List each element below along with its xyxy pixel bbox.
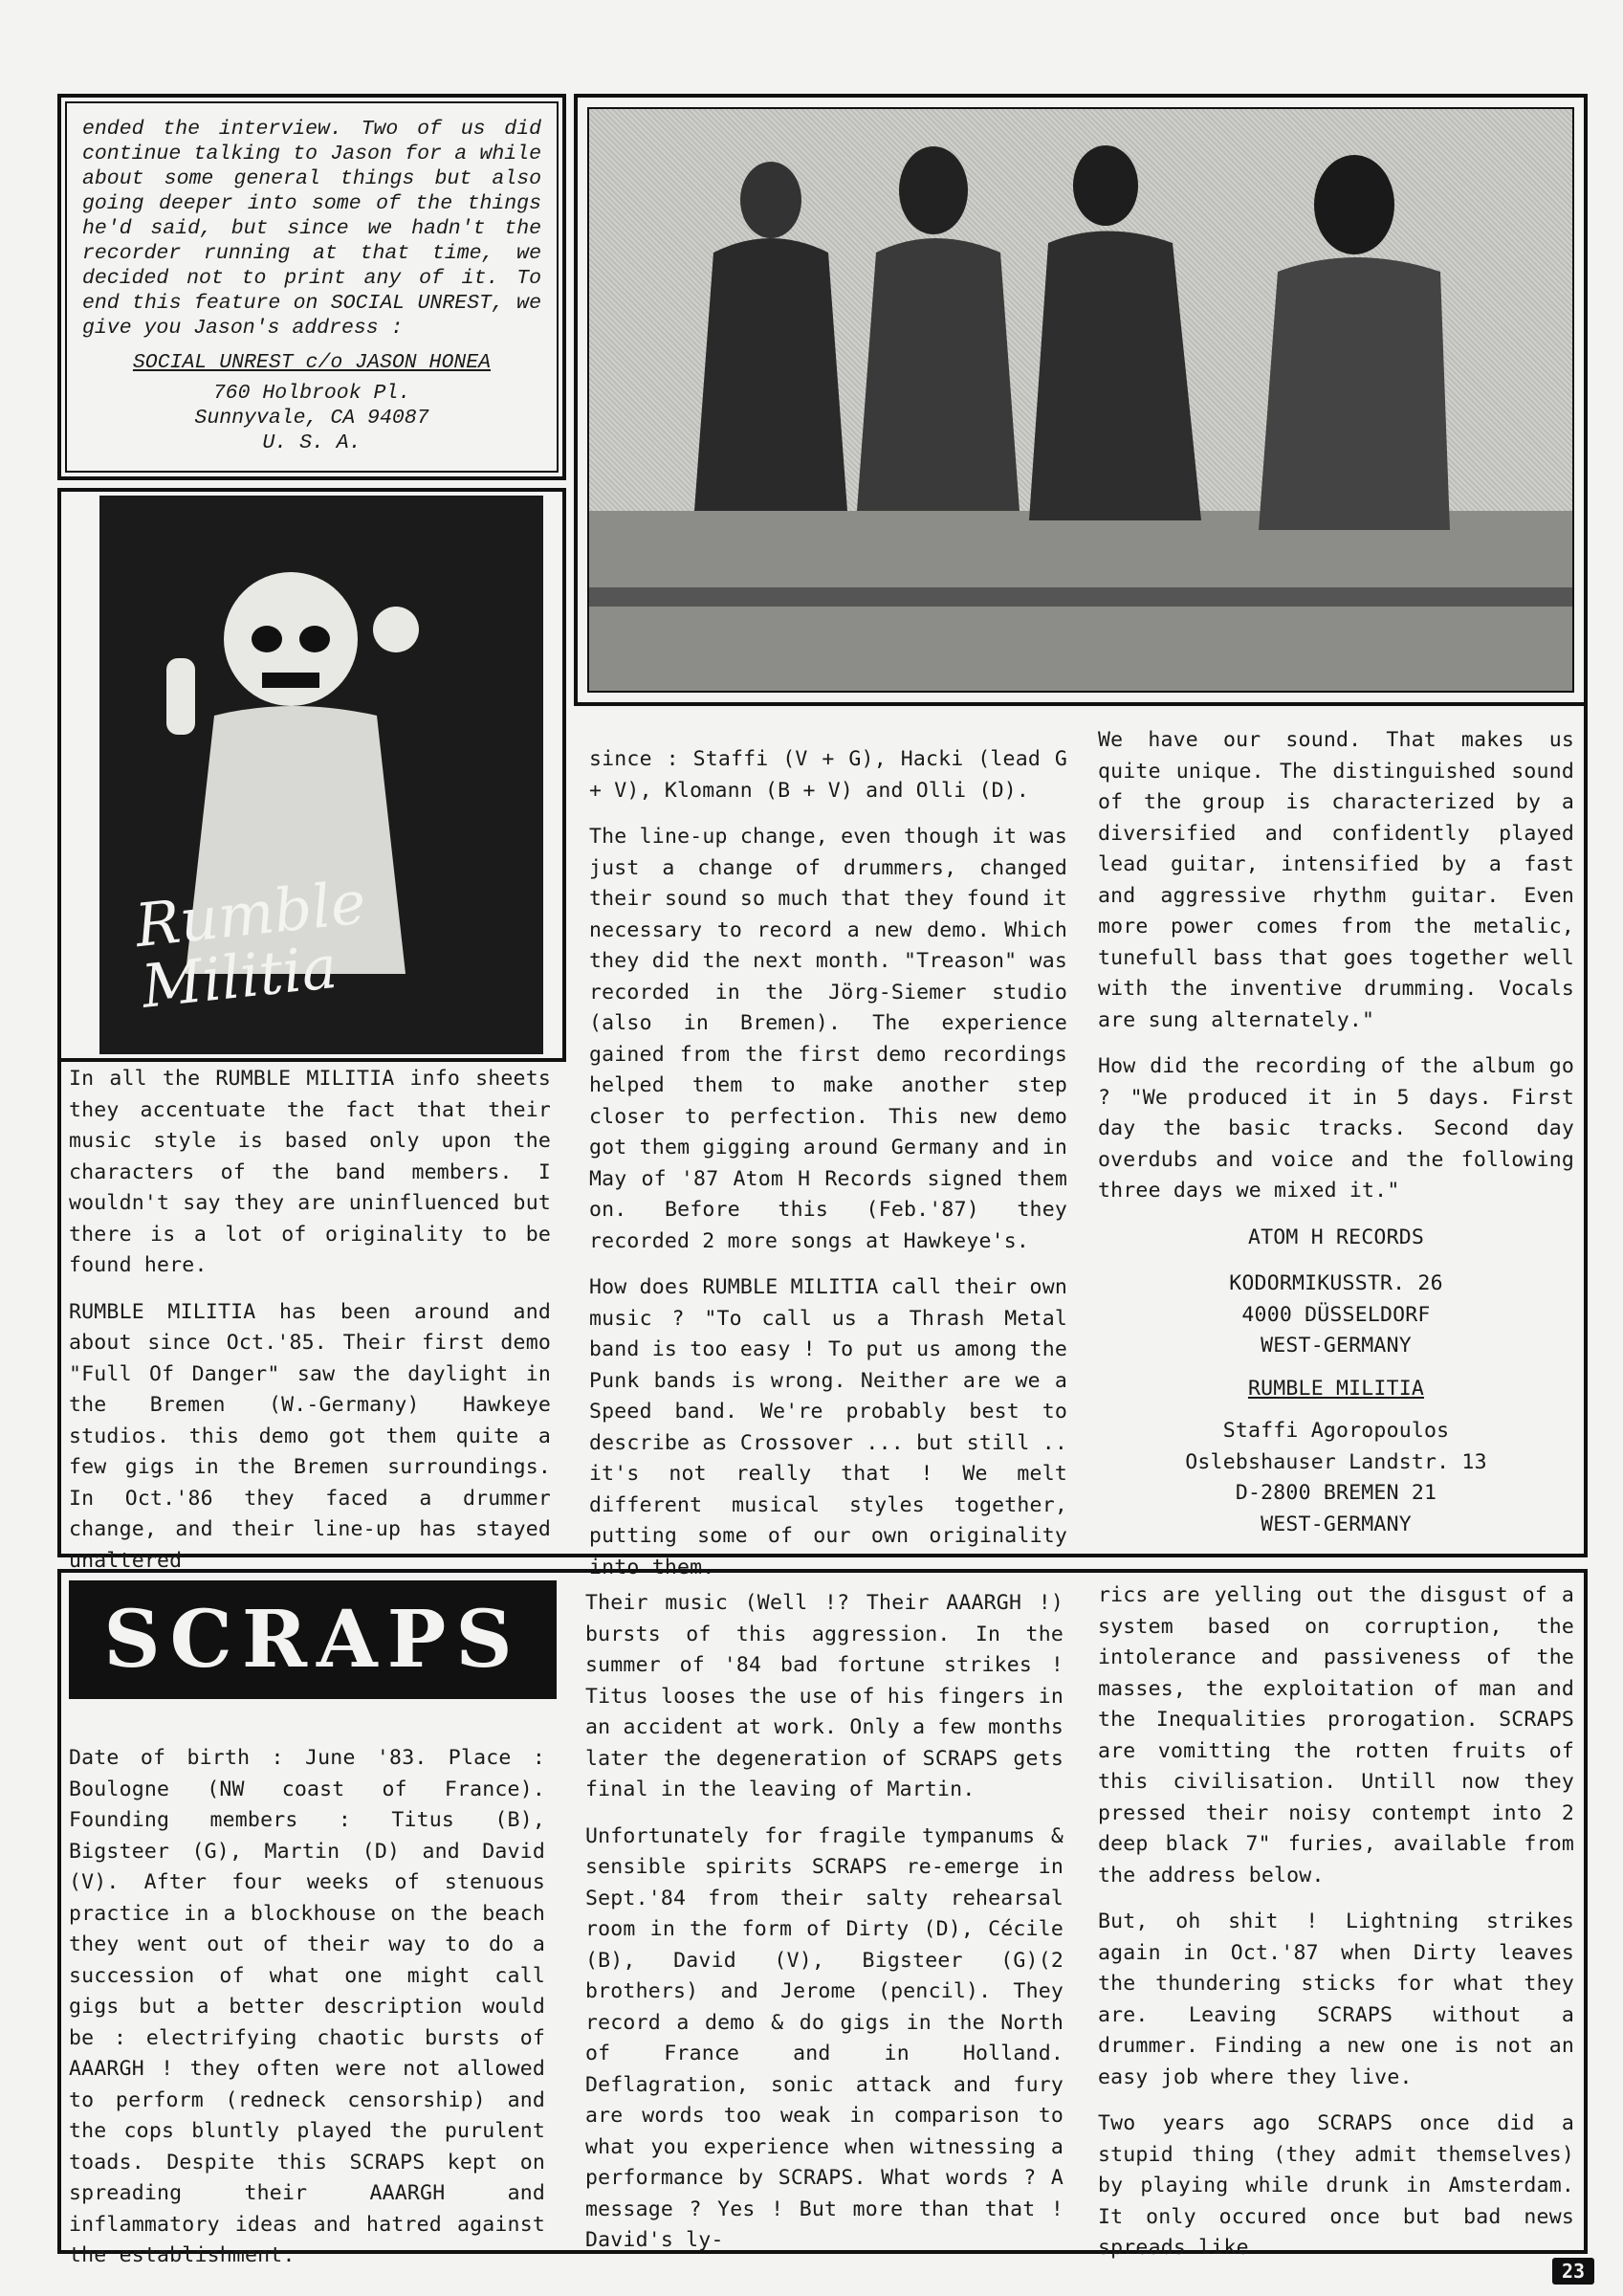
scraps-col3-paragraph: Two years ago SCRAPS once did a stupid thing (they admit themselves) by playing while drunk in Amsterdam. It only occured once but bad news spreads like: [1098, 2111, 1574, 2260]
interview-ending-box: [57, 94, 566, 480]
page-number: 23: [1552, 2258, 1594, 2285]
label-address-line-2: 4000 DÜSSELDORF: [1241, 1302, 1431, 1327]
band-name: RUMBLE MILITIA: [1247, 1376, 1425, 1401]
rumble-col1-paragraph: In all the RUMBLE MILITIA info sheets they accentuate the fact that their music style is based only upon the characters of the band members. I wouldn't say they are uninfluenced but there is a lot of originality to be found here.: [69, 1067, 551, 1277]
interview-ending-text: ended the interview. Two of us did continue talking to Jason for a while about some general things but also going deeper into some of the things he'd said, but since we hadn't the recorder running at that time, we decided not to print any of it. To end this feature on SOCIAL UNREST, we give you Jason's address :: [82, 118, 541, 340]
band-address-line-3: D-2800 BREMEN 21: [1235, 1481, 1437, 1505]
label-name: ATOM H RECORDS: [1247, 1225, 1425, 1249]
band-photo-frame: [574, 94, 1588, 706]
rumble-col1-paragraph: RUMBLE MILITIA has been around and about since Oct.'85. Their first demo "Full Of Danger" saw the daylight in the Bremen (W.-Germany) Hawkeye studios. this demo got them quite a few gigs in the Bremen surroundings. In Oct.'86 they faced a drummer change, and their line-up has stayed unaltered: [69, 1299, 551, 1573]
band-address-line-4: WEST-GERMANY: [1261, 1512, 1412, 1536]
scraps-column-1: [69, 1743, 545, 2267]
scraps-logo: SCRAPS: [103, 1594, 522, 1686]
scraps-col2-paragraph: Their music (Well !? Their AAARGH !) bursts of this aggression. In the summer of '84 bad fortune strikes ! Titus looses the use of his fingers in an accident at work. Only a few months later the degeneration of SCRAPS gets final in the leaving of Martin.: [585, 1591, 1064, 1801]
rumble-column-1: [69, 1064, 551, 1573]
scraps-col2-paragraph: Unfortunately for fragile tympanums & sensible spirits SCRAPS re-emerge in Sept.'84 from their salty rehearsal room in the form of Dirty (D), Cécile (B), David (V), Bigsteer (G)(2 brothers) and Jerome (pencil). They record a demo & do gigs in the North of France and in Holland. Deflagration, sonic attack and fury are words too weak in comparison to what you experience when witnessing a performance by SCRAPS. What words ? A message ? Yes ! But more than that ! David's ly-: [585, 1823, 1064, 2252]
scraps-col1-paragraph: Date of birth : June '83. Place : Boulogne (NW coast of France). Founding members : Titus (B), Bigsteer (G), Martin (D) and David (V). After four weeks of stenuous practice in a blockhouse on the beach they went out of their way to do a succession of what one might call gigs but a better description would be : electrifying chaotic bursts of AAARGH ! they often were not allowed to perform (redneck censorship) and the cops bluntly played the purulent toads. Despite this SCRAPS kept on spreading their AAARGH and inflammatory ideas and hatred against the establishment.: [69, 1746, 545, 2267]
scraps-col3-paragraph: But, oh shit ! Lightning strikes again in Oct.'87 when Dirty leaves the thundering sticks for what they are. Leaving SCRAPS without a drummer. Finding a new one is not an easy job where they live.: [1098, 1910, 1574, 2089]
scraps-column-2: [585, 1588, 1064, 2252]
rumble-col2-paragraph: How does RUMBLE MILITIA call their own music ? "To call us a Thrash Metal band is too easy ! To put us among the Punk bands is wrong. Neither are we a Speed band. We're probably best to describe as Crossover ... but still .. it's not really that ! We melt different musical styles together, putting some of our own originality into them.: [589, 1275, 1067, 1579]
band-members-silhouette: [589, 109, 1574, 693]
rumble-column-2: [589, 744, 1067, 1579]
rumble-col3-paragraph: We have our sound. That makes us quite unique. The distinguished sound of the group is characterized by a diversified and confidently played lead guitar, intensified by a fast and aggressive rhythm guitar. Even more power comes from the metalic, tunefull bass that goes together well with the inventive drumming. Vocals are sung alternately.": [1098, 728, 1574, 1032]
band-photo: [587, 107, 1574, 693]
band-address-line-2: Oslebshauser Landstr. 13: [1185, 1449, 1487, 1474]
label-address-line-1: KODORMIKUSSTR. 26: [1229, 1271, 1443, 1295]
address-name: SOCIAL UNREST c/o JASON HONEA: [132, 351, 492, 374]
scraps-column-3: [1098, 1580, 1574, 2260]
band-address-line-1: Staffi Agoropoulos: [1222, 1419, 1450, 1443]
rumble-col2-paragraph: since : Staffi (V + G), Hacki (lead G + V), Klomann (B + V) and Olli (D).: [589, 747, 1067, 803]
rumble-militia-logo: Rumble Militia: [131, 867, 369, 1022]
scraps-logo-block: [69, 1580, 557, 1699]
scraps-col3-paragraph: rics are yelling out the disgust of a system based on corruption, the intolerance and passiveness of the masses, the exploitation of man and the Inequalities prorogation. SCRAPS are vomitting the rotten fruits of this civilisation. Untill now they pressed their noisy contempt into 2 deep black 7" furies, available from the address below.: [1098, 1583, 1574, 1888]
address-line-2: Sunnyvale, CA 94087: [194, 407, 429, 430]
address-line-1: 760 Holbrook Pl.: [212, 382, 411, 405]
label-address-line-3: WEST-GERMANY: [1261, 1334, 1412, 1358]
rumble-column-3: [1098, 725, 1574, 1553]
rumble-col3-paragraph: How did the recording of the album go ? "We produced it in 5 days. First day the basic tracks. Second day overdubs and voice and the following three days we mixed it.": [1098, 1054, 1574, 1203]
rumble-col2-paragraph: The line-up change, even though it was just a change of drummers, changed their sound so much that they found it necessary to record a new demo. Which they did the next month. "Treason" was recorded in the Jörg-Siemer studio (also in Bremen). The experience gained from the first demo recordings helped them to make another step closer to perfection. This new demo got them gigging around Germany and in May of '87 Atom H Records signed them on. Before this (Feb.'87) they recorded 2 more songs at Hawkeye's.: [589, 825, 1067, 1253]
address-line-3: U. S. A.: [262, 431, 362, 454]
